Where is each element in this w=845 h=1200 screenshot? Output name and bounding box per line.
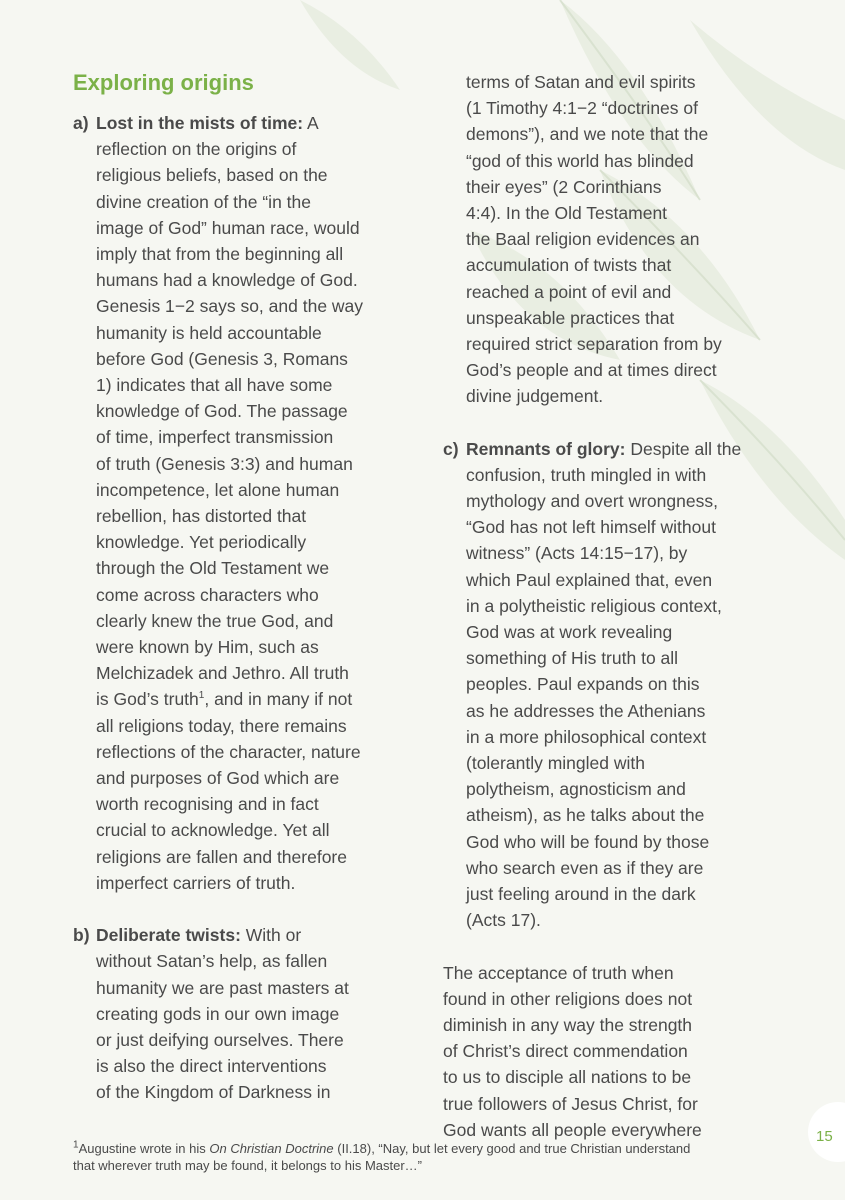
- text-line: knowledge. Yet periodically: [96, 532, 307, 553]
- text-line: of truth (Genesis 3:3) and human: [96, 453, 353, 474]
- closing-paragraph: [443, 960, 783, 1143]
- text-line-with-footnote: [96, 686, 413, 712]
- text-line: just feeling around in the dark: [466, 884, 696, 905]
- text-line: demons”), and we note that the: [466, 124, 709, 145]
- text-line: Melchizadek and Jethro. All truth: [96, 663, 349, 684]
- list-item-a: [73, 110, 413, 896]
- text-line: reflection on the origins of: [96, 139, 297, 160]
- text-line: clearly knew the true God, and: [96, 610, 334, 631]
- text-line: of the Kingdom of Darkness in: [96, 1082, 331, 1103]
- section-heading: Exploring origins: [73, 70, 254, 95]
- text-line: accumulation of twists that: [466, 255, 672, 276]
- footnote-line: that wherever truth may be found, it belongs to his Master…”: [73, 1158, 423, 1173]
- text-line: “God has not left himself without: [466, 517, 716, 538]
- text-line: as he addresses the Athenians: [466, 700, 706, 721]
- footnote-text: (II.18), “Nay, but let every good and true Christian understand: [333, 1141, 691, 1156]
- page-number: 15: [816, 1128, 833, 1145]
- item-marker: a): [73, 113, 89, 133]
- text-line: reflections of the character, nature: [96, 741, 361, 762]
- footnote-line: [73, 1140, 803, 1157]
- text-line: found in other religions does not: [443, 988, 693, 1009]
- text-line: “god of this world has blinded: [466, 150, 694, 171]
- text-line: of time, imperfect transmission: [96, 427, 334, 448]
- item-first-line: [96, 110, 413, 136]
- text-line: in a polytheistic religious context,: [466, 595, 722, 616]
- text-line: which Paul explained that, even: [466, 569, 713, 590]
- text-line: reached a point of evil and: [466, 281, 672, 302]
- text-line: God’s people and at times direct: [466, 360, 717, 381]
- footnote-book-title: On Christian Doctrine: [209, 1141, 334, 1156]
- list-item-c: [443, 436, 783, 934]
- left-column: [73, 110, 413, 1106]
- text-line: The acceptance of truth when: [443, 962, 674, 983]
- text-line: God wants all people everywhere: [443, 1119, 702, 1140]
- text-line: God was at work revealing: [466, 622, 673, 643]
- text-line: is also the direct interventions: [96, 1056, 327, 1077]
- text-fragment: , and in many if not: [204, 689, 353, 710]
- item-term: Lost in the mists of time:: [96, 113, 304, 133]
- footnote-text: Augustine wrote in his: [78, 1141, 210, 1156]
- item-marker: b): [73, 925, 90, 946]
- text-line: (1 Timothy 4:1−2 “doctrines of: [466, 98, 698, 119]
- list-item-b-continued: [443, 69, 783, 410]
- item-term: Remnants of glory:: [466, 438, 626, 459]
- text-line: and purposes of God which are: [96, 768, 340, 789]
- text-line: were known by Him, such as: [96, 637, 319, 658]
- item-first-line: [96, 922, 413, 948]
- footnote-reference: 1: [198, 690, 205, 702]
- text-line: religions are fallen and therefore: [96, 846, 347, 867]
- text-line: all religions today, there remains: [96, 715, 347, 736]
- paragraph-gap: [443, 934, 783, 960]
- text-line: worth recognising and in fact: [96, 794, 319, 815]
- text-fragment: is God’s truth: [96, 689, 199, 710]
- text-line: without Satan’s help, as fallen: [96, 951, 328, 972]
- text-line: diminish in any way the strength: [443, 1014, 693, 1035]
- text-line: terms of Satan and evil spirits: [466, 72, 696, 92]
- text-line: humanity we are past masters at: [96, 977, 349, 998]
- text-line: religious beliefs, based on the: [96, 165, 328, 186]
- text-line: incompetence, let alone human: [96, 479, 340, 500]
- text-line: unspeakable practices that: [466, 307, 675, 328]
- text-line: come across characters who: [96, 584, 319, 605]
- text-line: humanity is held accountable: [96, 322, 322, 343]
- text-line: (Acts 17).: [466, 910, 541, 931]
- text-line: atheism), as he talks about the: [466, 805, 705, 826]
- text-line: knowledge of God. The passage: [96, 401, 348, 422]
- text-line: something of His truth to all: [466, 648, 679, 669]
- item-term: Deliberate twists:: [96, 925, 241, 946]
- text-line: humans had a knowledge of God.: [96, 270, 358, 291]
- footnote: [73, 1140, 803, 1174]
- paragraph-gap: [73, 896, 413, 922]
- list-item-b: [73, 922, 413, 1105]
- text-line: to us to disciple all nations to be: [443, 1067, 692, 1088]
- item-text: With or: [240, 925, 302, 946]
- text-line: required strict separation from by: [466, 334, 722, 355]
- text-line: (tolerantly mingled with: [466, 753, 645, 774]
- text-line: mythology and overt wrongness,: [466, 491, 718, 512]
- text-line: rebellion, has distorted that: [96, 506, 307, 527]
- text-line: God who will be found by those: [466, 831, 710, 852]
- text-line: through the Old Testament we: [96, 558, 330, 579]
- text-line: image of God” human race, would: [96, 217, 360, 238]
- text-line: 4:4). In the Old Testament: [466, 203, 668, 224]
- right-column: [443, 69, 783, 1143]
- text-line: Genesis 1−2 says so, and the way: [96, 296, 364, 317]
- text-line: 1) indicates that all have some: [96, 375, 333, 396]
- text-line: peoples. Paul expands on this: [466, 674, 700, 695]
- text-line: their eyes” (2 Corinthians: [466, 176, 662, 197]
- text-line: who search even as if they are: [466, 857, 704, 878]
- item-text: A: [303, 113, 319, 133]
- text-line: in a more philosophical context: [466, 726, 707, 747]
- text-line: or just deifying ourselves. There: [96, 1029, 344, 1050]
- text-line: imperfect carriers of truth.: [96, 872, 296, 893]
- text-line: true followers of Jesus Christ, for: [443, 1093, 698, 1114]
- item-first-line: [466, 436, 783, 462]
- text-line: divine judgement.: [466, 386, 604, 407]
- text-line: crucial to acknowledge. Yet all: [96, 820, 330, 841]
- paragraph-gap: [443, 410, 783, 436]
- text-line: before God (Genesis 3, Romans: [96, 348, 348, 369]
- text-line: the Baal religion evidences an: [466, 229, 700, 250]
- text-line: witness” (Acts 14:15−17), by: [466, 543, 688, 564]
- footnote-mark: 1: [73, 1139, 79, 1151]
- text-line: imply that from the beginning all: [96, 244, 344, 265]
- text-line: confusion, truth mingled in with: [466, 464, 707, 485]
- item-marker: c): [443, 438, 459, 459]
- text-line: of Christ’s direct commendation: [443, 1041, 688, 1062]
- text-line: divine creation of the “in the: [96, 191, 311, 212]
- item-text: Despite all the: [625, 438, 742, 459]
- text-line: polytheism, agnosticism and: [466, 779, 686, 800]
- text-line: creating gods in our own image: [96, 1003, 340, 1024]
